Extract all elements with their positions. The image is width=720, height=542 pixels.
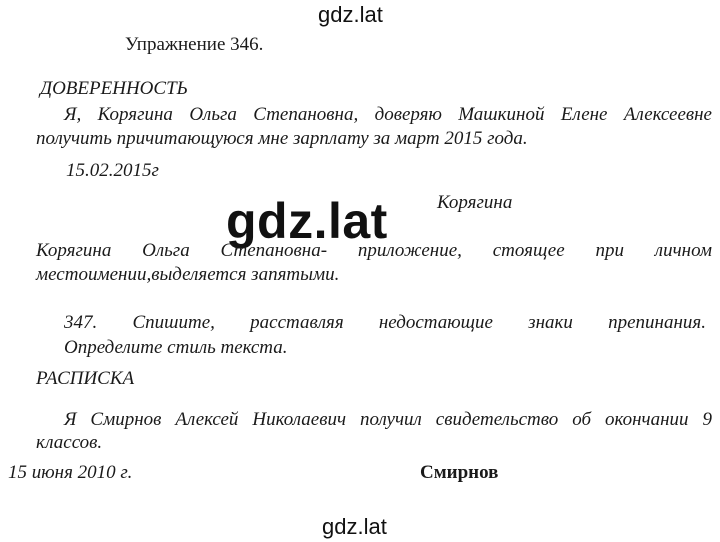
- grammar-note-line-1: Корягина Ольга Степановна- приложение, стоящее при личном: [36, 240, 712, 261]
- power-of-attorney-body-line-1: Я, Корягина Ольга Степановна, доверяю Машкиной Елене Алексеевне: [64, 104, 712, 125]
- receipt-body-line-1: Я Смирнов Алексей Николаевич получил свидетельство об окончании 9: [64, 409, 712, 430]
- grammar-note-line-2: местоимении,выделяется запятыми.: [36, 264, 340, 285]
- power-of-attorney-signature: Корягина: [437, 192, 513, 213]
- receipt-body-line-2: классов.: [36, 432, 103, 453]
- exercise-347-task-line-2: Определите стиль текста.: [64, 337, 288, 358]
- watermark-middle: gdz.lat: [226, 193, 388, 249]
- receipt-signature: Смирнов: [420, 462, 499, 483]
- power-of-attorney-title: ДОВЕРЕННОСТЬ: [40, 78, 188, 99]
- receipt-date: 15 июня 2010 г.: [8, 462, 133, 483]
- receipt-title: РАСПИСКА: [36, 368, 135, 389]
- watermark-bottom: gdz.lat: [322, 514, 387, 539]
- exercise-346-heading: Упражнение 346.: [125, 34, 264, 55]
- power-of-attorney-date: 15.02.2015г: [66, 160, 159, 181]
- exercise-347-task-line-1: 347. Спишите, расставляя недостающие знаки препинания.: [64, 312, 706, 333]
- watermark-top: gdz.lat: [318, 2, 383, 27]
- power-of-attorney-body-line-2: получить причитающуюся мне зарплату за март 2015 года.: [36, 128, 528, 149]
